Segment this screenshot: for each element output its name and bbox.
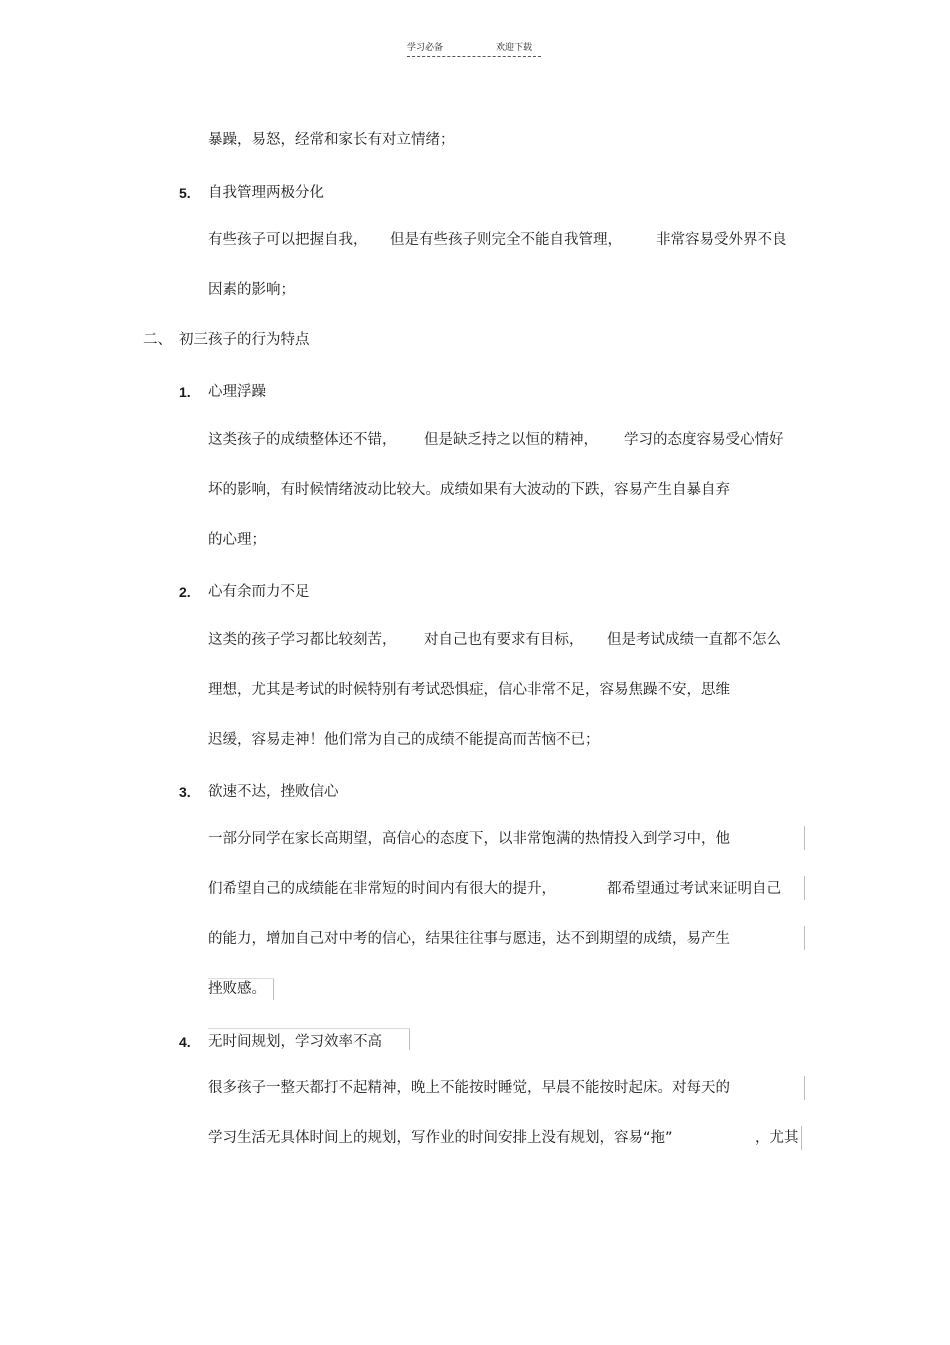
border-line [804, 876, 805, 900]
paragraph-line: 坏的影响，有时候情绪波动比较大。成绩如果有大波动的下跌，容易产生自暴自弃 [208, 482, 730, 498]
paragraph-line: 但是缺乏持之以恒的精神， [424, 432, 598, 448]
item-number: 5. [179, 185, 191, 201]
paragraph-line: 这类孩子的成绩整体还不错， [208, 432, 397, 448]
paragraph-line: 对自己也有要求有目标， [424, 632, 584, 648]
item-heading: 心有余而力不足 [208, 584, 310, 600]
paragraph-line: 学习生活无具体时间上的规划，写作业的时间安排上没有规划，容易“拖” [208, 1130, 673, 1146]
border-line [208, 1028, 410, 1029]
paragraph-line: ，尤其 [755, 1130, 799, 1146]
paragraph-line: 因素的影响； [208, 282, 295, 298]
paragraph-line: 迟缓，容易走神！他们常为自己的成绩不能提高而苦恼不已； [208, 732, 600, 748]
paragraph-line: 学习的态度容易受心情好 [624, 432, 784, 448]
border-line [801, 1126, 802, 1150]
item-heading: 无时间规划，学习效率不高 [208, 1034, 382, 1050]
border-line [804, 926, 805, 950]
paragraph-line: 这类的孩子学习都比较刻苦， [208, 632, 397, 648]
item-number: 2. [179, 584, 191, 600]
header-right-text: 欢迎下载 [496, 43, 533, 53]
item-heading: 自我管理两极分化 [208, 185, 324, 201]
border-line [273, 978, 274, 1000]
paragraph-line: 理想，尤其是考试的时候特别有考试恐惧症，信心非常不足，容易焦躁不安，思维 [208, 682, 730, 698]
paragraph-line: 很多孩子一整天都打不起精神，晚上不能按时睡觉，早晨不能按时起床。对每天的 [208, 1080, 730, 1096]
paragraph-line: 们希望自己的成绩能在非常短的时间内有很大的提升， [208, 881, 556, 897]
paragraph-line: 的心理； [208, 532, 266, 548]
paragraph-line: 暴躁，易怒，经常和家长有对立情绪； [208, 132, 455, 148]
paragraph-line: 的能力，增加自己对中考的信心，结果往往事与愿违，达不到期望的成绩，易产生 [208, 931, 730, 947]
border-line [804, 1076, 805, 1100]
border-line [409, 1028, 410, 1050]
border-line [804, 826, 805, 850]
item-heading: 心理浮躁 [208, 384, 266, 400]
section-marker: 二、 [143, 332, 172, 348]
paragraph-line: 一部分同学在家长高期望，高信心的态度下，以非常饱满的热情投入到学习中，他 [208, 831, 730, 847]
paragraph-line: 有些孩子可以把握自我， [208, 232, 368, 248]
border-line [208, 978, 274, 979]
header-left-text: 学习必备 [407, 43, 444, 53]
section-heading: 初三孩子的行为特点 [179, 332, 310, 348]
item-number: 4. [179, 1034, 191, 1050]
paragraph-line: 非常容易受外界不良 [656, 232, 787, 248]
item-number: 1. [179, 384, 191, 400]
paragraph-line: 但是有些孩子则完全不能自我管理， [390, 232, 622, 248]
paragraph-line: 都希望通过考试来证明自己 [607, 881, 781, 897]
paragraph-line: 但是考试成绩一直都不怎么 [607, 632, 781, 648]
paragraph-line: 挫败感。 [208, 981, 266, 997]
item-number: 3. [179, 784, 191, 800]
item-heading: 欲速不达，挫败信心 [208, 784, 339, 800]
page-header [407, 38, 541, 57]
